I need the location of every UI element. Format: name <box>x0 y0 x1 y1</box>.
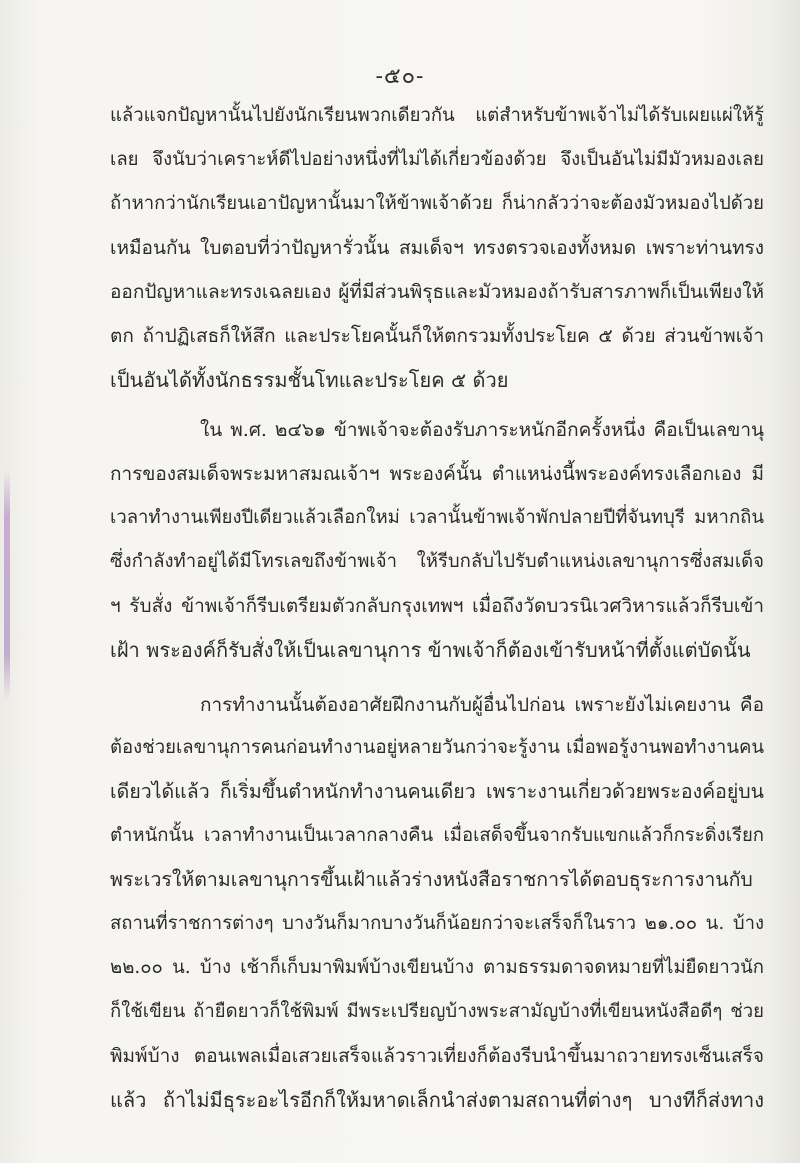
text-line: ต้องช่วยเลขานุการคนก่อนทำงานอยู่หลายวันกว่าจะรู้งาน เมื่อพอรู้งานพอทำงานคน <box>110 737 764 758</box>
text-line: เวลาทำงานเพียงปีเดียวแล้วเลือกใหม่ เวลานั้นข้าพเจ้าพักปลายปีที่จันทบุรี มหากถิน <box>110 507 764 528</box>
text-line: เป็นอันได้ทั้งนักธรรมชั้นโทและประโยค ๕ ด้วย <box>110 368 509 392</box>
text-line: ตก ถ้าปฏิเสธก็ให้สึก และประโยคนั้นก็ให้ตกรวมทั้งประโยค ๕ ด้วย ส่วนข้าพเจ้า <box>110 325 764 347</box>
text-line: ซึ่งกำลังทำอยู่ได้มีโทรเลขถึงข้าพเจ้า ให้รีบกลับไปรับตำแหน่งเลขานุการซึ่งสมเด็จ <box>110 551 764 572</box>
text-line: เลย จึงนับว่าเคราะห์ดีไปอย่างหนึ่งที่ไม่ได้เกี่ยวข้องด้วย จึงเป็นอันไม่มีมัวหมองเลย <box>110 149 764 170</box>
edge-stamp-mark <box>4 470 10 700</box>
text-line: ใน พ.ศ. ๒๔๖๑ ข้าพเจ้าจะต้องรับภาระหนักอีกครั้งหนึ่ง คือเป็นเลขานุ <box>200 419 764 441</box>
text-line: ออกปัญหาและทรงเฉลยเอง ผู้ที่มีส่วนพิรุธและมัวหมองถ้ารับสารภาพก็เป็นเพียงให้ <box>110 281 764 303</box>
text-line: ก็ใช้เขียน ถ้ายืดยาวก็ใช้พิมพ์ มีพระเปรียญบ้างพระสามัญบ้างที่เขียนหนังสือดีๆ ช่วย <box>110 1001 764 1022</box>
text-line: ฯ รับสั่ง ข้าพเจ้าก็รีบเตรียมตัวกลับกรุงเทพฯ เมื่อถึงวัดบวรนิเวศวิหารแล้วก็รีบเข้า <box>110 595 764 617</box>
text-line: ตำหนักนั้น เวลาทำงานเป็นเวลากลางคืน เมื่อเสด็จขึ้นจากรับแขกแล้วก็กระดิ่งเรียก <box>110 825 764 846</box>
text-line: การของสมเด็จพระมหาสมณเจ้าฯ พระองค์นั้น ตำแหน่งนี้พระองค์ทรงเลือกเอง มี <box>110 463 764 485</box>
text-line: การทำงานนั้นต้องอาศัยฝึกงานกับผู้อื่นไปก่อน เพราะยังไม่เคยงาน คือ <box>200 694 764 716</box>
page-number: -๕๐- <box>375 64 425 89</box>
text-line: เดียวได้แล้ว ก็เริ่มขึ้นตำหนักทำงานคนเดียว เพราะงานเกี่ยวด้วยพระองค์อยู่บน <box>110 780 764 803</box>
text-line: แล้วแจกปัญหานั้นไปยังนักเรียนพวกเดียวกัน แต่สำหรับข้าพเจ้าไม่ได้รับเผยแผ่ให้รู้ <box>110 105 764 126</box>
text-line: เฝ้า พระองค์ก็รับสั่งให้เป็นเลขานุการ ข้าพเจ้าก็ต้องเข้ารับหน้าที่ตั้งแต่บัดนั้น <box>110 638 751 662</box>
text-line: ๒๒.๐๐ น. บ้าง เช้าก็เก็บมาพิมพ์บ้างเขียนบ้าง ตามธรรมดาจดหมายที่ไม่ยืดยาวนัก <box>110 957 764 978</box>
text-line: สถานที่ราชการต่างๆ บางวันก็มากบางวันก็น้อยกว่าจะเสร็จก็ในราว ๒๑.๐๐ น. บ้าง <box>110 913 764 934</box>
text-line: เหมือนกัน ใบตอบที่ว่าปัญหารั่วนั้น สมเด็จฯ ทรงตรวจเองทั้งหมด เพราะท่านทรง <box>110 237 764 259</box>
text-line: แล้ว ถ้าไม่มีธุระอะไรอีกก็ให้มหาดเล็กนำส่งตามสถานที่ต่างๆ บางทีก็ส่งทาง <box>110 1088 764 1112</box>
text-line: พระเวรให้ตามเลขานุการขึ้นเฝ้าแล้วร่างหนังสือราชการได้ตอบธุระการงานกับ <box>110 868 753 891</box>
text-line: พิมพ์บ้าง ตอนเพลเมื่อเสวยเสร็จแล้วราวเที่ยงก็ต้องรีบนำขึ้นมาถวายทรงเซ็นเสร็จ <box>110 1045 764 1067</box>
text-line: ถ้าหากว่านักเรียนเอาปัญหานั้นมาให้ข้าพเจ้าด้วย ก็น่ากลัวว่าจะต้องมัวหมองไปด้วย <box>110 193 764 214</box>
